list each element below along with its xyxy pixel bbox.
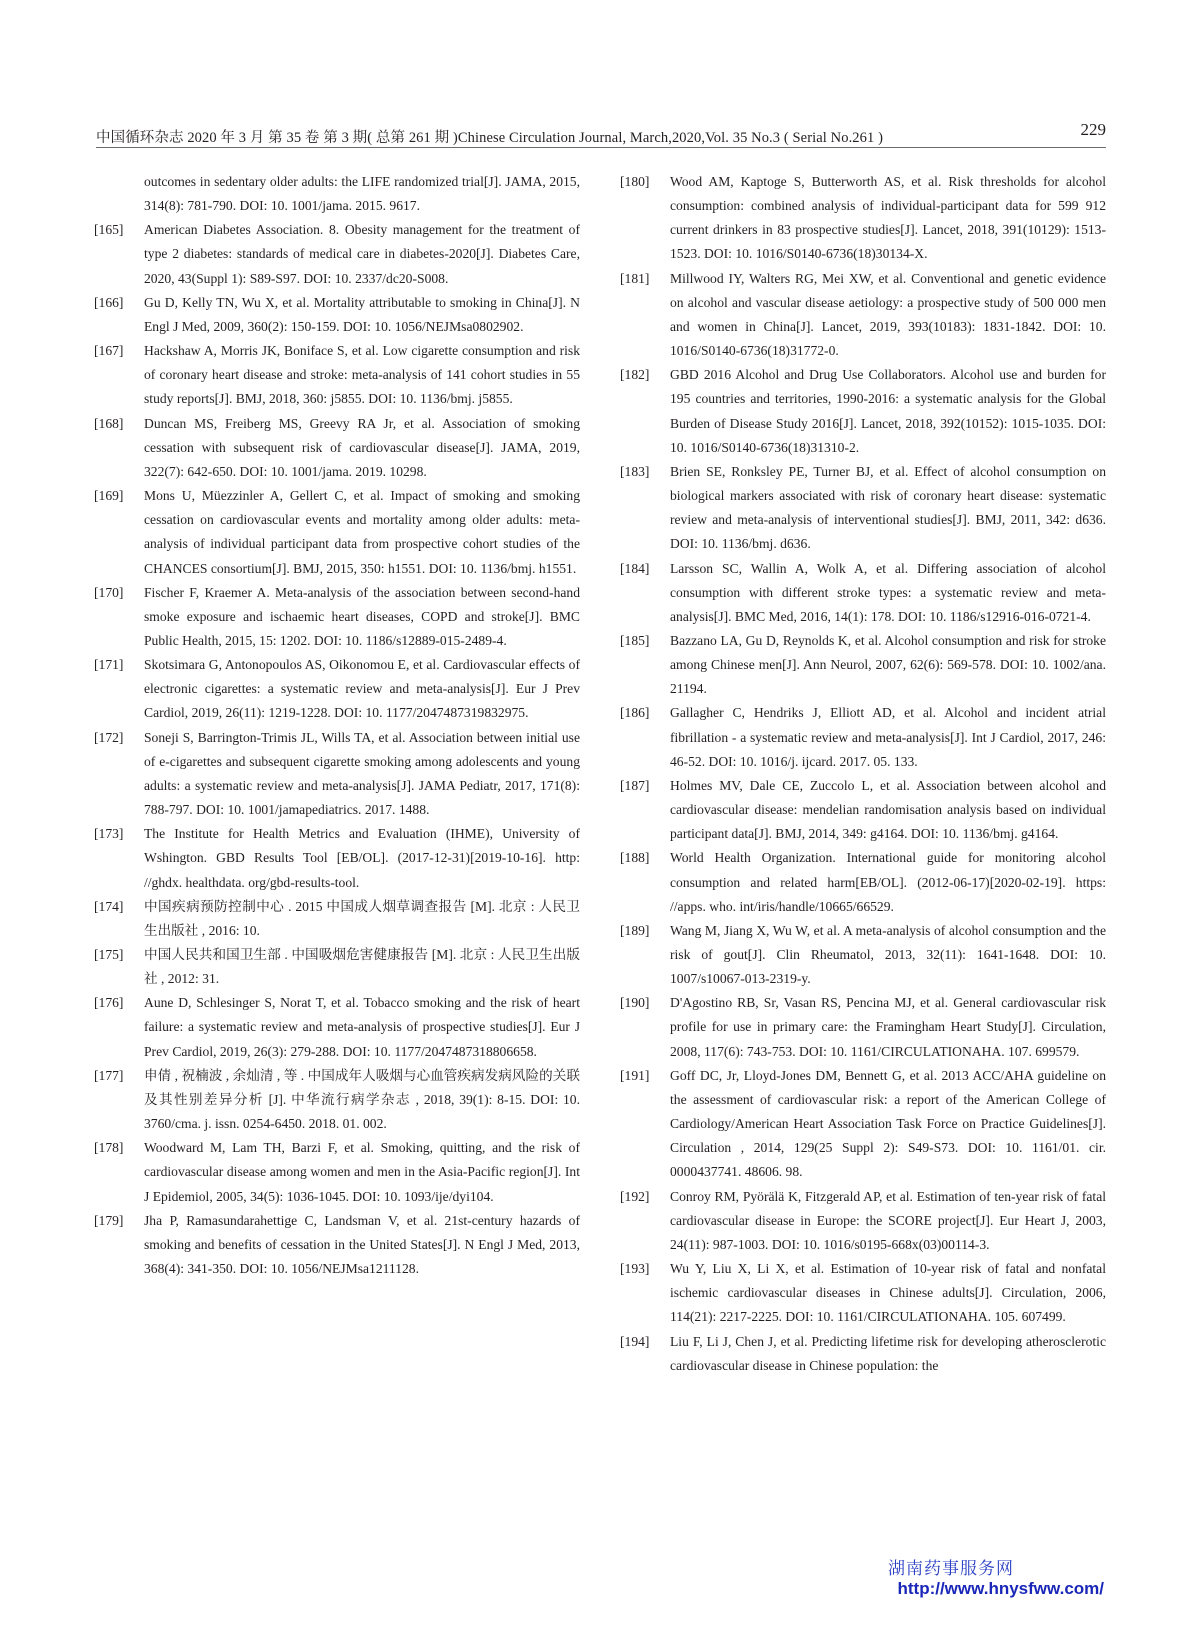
reference-item bbox=[94, 1136, 580, 1208]
running-header bbox=[96, 120, 1106, 146]
reference-item bbox=[94, 484, 580, 581]
reference-number: [179] bbox=[94, 1212, 124, 1228]
reference-number: [180] bbox=[620, 174, 650, 189]
reference-text: outcomes in sedentary older adults: the LIFE randomized trial[J]. JAMA, 2015, 314(8): 781-790. DOI: 10. 1001/jama. 2015. 9617. bbox=[144, 174, 580, 214]
reference-item bbox=[620, 701, 1106, 773]
reference-text: Soneji S, Barrington-Trimis JL, Wills TA, et al. Association between initial use of e-cigarettes and subsequent cigarette smoking among adolescents and young adults: a systematic review and meta-analysis[J]. JAMA Pediatr, 2017, 171(8): 788-797. DOI: 10. 1001/jamapediatrics. 2017. 1488. bbox=[144, 729, 580, 818]
journal-running-title: 中国循环杂志 2020 年 3 月 第 35 卷 第 3 期( 总第 261 期 )Chinese Circulation Journal, March,2020,Vol. 35 No.3 ( Serial No.261 ) bbox=[96, 130, 884, 146]
reference-text: Wu Y, Liu X, Li X, et al. Estimation of 10-year risk of fatal and nonfatal ischemic cardiovascular diseases in Chinese adults[J]. Circulation, 2006, 114(21): 2217-2225. DOI: 10. 1161/CIRCULATIONAHA. 105. 607499. bbox=[670, 1261, 1106, 1325]
reference-number: [194] bbox=[620, 1333, 650, 1349]
reference-text: World Health Organization. International guide for monitoring alcohol consumption and related harm[EB/OL]. (2012-06-17)[2020-02-19]. https: //apps. who. int/iris/handle/10665/66529. bbox=[670, 850, 1106, 914]
reference-number: [177] bbox=[94, 1067, 124, 1083]
reference-number: [187] bbox=[620, 777, 650, 793]
reference-number: [174] bbox=[94, 898, 124, 914]
reference-text: Duncan MS, Freiberg MS, Greevy RA Jr, et al. Association of smoking cessation with subsequent risk of cardiovascular disease[J]. JAMA, 2019, 322(7): 642-650. DOI: 10. 1001/jama. 2019. 10298. bbox=[144, 415, 580, 479]
reference-text: Gu D, Kelly TN, Wu X, et al. Mortality attributable to smoking in China[J]. N Engl J Med, 2009, 360(2): 150-159. DOI: 10. 1056/NEJMsa0802902. bbox=[144, 294, 580, 334]
reference-item bbox=[94, 291, 580, 339]
reference-item bbox=[94, 581, 580, 653]
reference-text: The Institute for Health Metrics and Evaluation (IHME), University of Wshington. GBD Results Tool [EB/OL]. (2017-12-31)[2019-10-16]. http: //ghdx. healthdata. org/gbd-results-tool. bbox=[144, 826, 580, 890]
reference-text: Woodward M, Lam TH, Barzi F, et al. Smoking, quitting, and the risk of cardiovascular disease among women and men in the Asia-Pacific region[J]. Int J Epidemiol, 2005, 34(5): 1036-1045. DOI: 10. 1093/ije/dyi104. bbox=[144, 1140, 580, 1204]
reference-number: [169] bbox=[94, 488, 124, 504]
reference-item bbox=[620, 460, 1106, 557]
reference-item bbox=[620, 1185, 1106, 1257]
reference-text: Aune D, Schlesinger S, Norat T, et al. Tobacco smoking and the risk of heart failure: a systematic review and meta-analysis of prospective studies[J]. Eur J Prev Cardiol, 2019, 26(3): 279-288. DOI: 10. 1177/2047487318806658. bbox=[144, 995, 580, 1059]
reference-number: [166] bbox=[94, 294, 124, 310]
reference-text: Jha P, Ramasundarahettige C, Landsman V, et al. 21st-century hazards of smoking and benefits of cessation in the United States[J]. N Engl J Med, 2013, 368(4): 341-350. DOI: 10. 1056/NEJMsa1211128. bbox=[144, 1212, 580, 1277]
watermark-url[interactable]: http://www.hnysfww.com/ bbox=[897, 1579, 1104, 1598]
reference-item bbox=[94, 943, 580, 991]
reference-text: Mons U, Müezzinler A, Gellert C, et al. Impact of smoking and smoking cessation on cardiovascular events and mortality among older adults: meta-analysis of individual participant data from prospective cohort studies of the CHANCES consortium[J]. BMJ, 2015, 350: h1551. DOI: 10. 1136/bmj. h1551. bbox=[144, 488, 580, 576]
reference-item bbox=[620, 557, 1106, 629]
reference-item bbox=[94, 991, 580, 1063]
reference-text: Hackshaw A, Morris JK, Boniface S, et al. Low cigarette consumption and risk of coronary heart disease and stroke: meta-analysis of 141 cohort studies in 55 study reports[J]. BMJ, 2018, 360: j5855. DOI: 10. 1136/bmj. j5855. bbox=[144, 343, 580, 407]
reference-text: Bazzano LA, Gu D, Reynolds K, et al. Alcohol consumption and risk for stroke among Chinese men[J]. Ann Neurol, 2007, 62(6): 569-578. DOI: 10. 1002/ana. 21194. bbox=[670, 632, 1106, 697]
reference-item bbox=[94, 170, 580, 218]
reference-item bbox=[620, 1257, 1106, 1329]
reference-item bbox=[94, 726, 580, 823]
reference-item bbox=[620, 1330, 1106, 1378]
reference-text: Larsson SC, Wallin A, Wolk A, et al. Differing association of alcohol consumption with different stroke types: a systematic review and meta-analysis[J]. BMC Med, 2016, 14(1): 178. DOI: 10. 1186/s12916-016-0721-4. bbox=[670, 560, 1106, 624]
reference-text: American Diabetes Association. 8. Obesity management for the treatment of type 2 diabetes: standards of medical care in diabetes-2020[J]. Diabetes Care, 2020, 43(Suppl 1): S89-S97. DOI: 10. 2337/dc20-S008. bbox=[144, 222, 580, 286]
reference-item bbox=[94, 1064, 580, 1136]
reference-item bbox=[94, 653, 580, 725]
reference-item bbox=[94, 1209, 580, 1281]
reference-text: 中国疾病预防控制中心 . 2015 中国成人烟草调查报告 [M]. 北京 : 人民卫生出版社 , 2016: 10. bbox=[144, 898, 580, 938]
reference-number: [165] bbox=[94, 222, 124, 238]
reference-item bbox=[620, 774, 1106, 846]
reference-text: GBD 2016 Alcohol and Drug Use Collaborators. Alcohol use and burden for 195 countries and territories, 1990-2016: a systematic analysis for the Global Burden of Disease Study 2016[J]. Lancet, 2018, 392(10152): 1015-1035. DOI: 10. 1016/S0140-6736(18)31310-2. bbox=[670, 367, 1106, 455]
reference-text: Gallagher C, Hendriks J, Elliott AD, et al. Alcohol and incident atrial fibrillation - a systematic review and meta-analysis[J]. Int J Cardiol, 2017, 246: 46-52. DOI: 10. 1016/j. ijcard. 2017. 05. 133. bbox=[670, 705, 1106, 769]
reference-number: [171] bbox=[94, 657, 124, 673]
reference-number: [172] bbox=[94, 729, 124, 745]
reference-text: 申倩 , 祝楠波 , 余灿清 , 等 . 中国成年人吸烟与心血管疾病发病风险的关联及其性别差异分析 [J]. 中华流行病学杂志 , 2018, 39(1): 8-15. DOI: 10. 3760/cma. j. issn. 0254-6450. 2018. 01. 002. bbox=[144, 1067, 580, 1132]
reference-text: Liu F, Li J, Chen J, et al. Predicting lifetime risk for developing atherosclerotic cardiovascular disease in Chinese population: the bbox=[670, 1333, 1106, 1373]
page-number: 229 bbox=[1080, 120, 1106, 139]
watermark bbox=[888, 1559, 1104, 1599]
reference-number: [182] bbox=[620, 367, 650, 383]
reference-item bbox=[620, 1064, 1106, 1185]
reference-number: [178] bbox=[94, 1140, 124, 1156]
reference-item bbox=[620, 919, 1106, 991]
reference-item bbox=[620, 267, 1106, 364]
reference-item bbox=[620, 846, 1106, 918]
reference-number: [175] bbox=[94, 947, 124, 962]
reference-number: [176] bbox=[94, 995, 124, 1011]
reference-item bbox=[620, 991, 1106, 1063]
reference-number: [167] bbox=[94, 343, 124, 359]
header-rule bbox=[96, 147, 1106, 148]
reference-number: [173] bbox=[94, 826, 124, 842]
reference-item bbox=[94, 218, 580, 290]
reference-item bbox=[94, 412, 580, 484]
reference-number: [183] bbox=[620, 463, 650, 479]
reference-number: [188] bbox=[620, 850, 650, 866]
reference-item bbox=[94, 895, 580, 943]
reference-number: [189] bbox=[620, 922, 650, 938]
reference-text: Millwood IY, Walters RG, Mei XW, et al. Conventional and genetic evidence on alcohol and vascular disease aetiology: a prospective study of 500 000 men and women in China[J]. Lancet, 2019, 393(10183): 1831-1842. DOI: 10. 1016/S0140-6736(18)31772-0. bbox=[670, 270, 1106, 359]
watermark-site-name: 湖南药事服务网 bbox=[888, 1559, 1014, 1579]
reference-item bbox=[94, 339, 580, 411]
reference-number: [168] bbox=[94, 415, 124, 431]
reference-column-left bbox=[94, 170, 580, 1281]
reference-text: D'Agostino RB, Sr, Vasan RS, Pencina MJ, et al. General cardiovascular risk profile for use in primary care: the Framingham Heart Study[J]. Circulation, 2008, 117(6): 743-753. DOI: 10. 1161/CIRCULATIONAHA. 107. 699579. bbox=[670, 995, 1106, 1059]
reference-text: Fischer F, Kraemer A. Meta-analysis of the association between second-hand smoke exposure and ischaemic heart diseases, COPD and stroke[J]. BMC Public Health, 2015, 15: 1202. DOI: 10. 1186/s12889-015-2489-4. bbox=[144, 584, 580, 648]
reference-text: Wood AM, Kaptoge S, Butterworth AS, et al. Risk thresholds for alcohol consumption: combined analysis of individual-participant data for 599 912 current drinkers in 83 prospective studies[J]. Lancet, 2018, 391(10129): 1513-1523. DOI: 10. 1016/S0140-6736(18)30134-X. bbox=[670, 174, 1106, 262]
reference-text: Brien SE, Ronksley PE, Turner BJ, et al. Effect of alcohol consumption on biological markers associated with risk of coronary heart disease: systematic review and meta-analysis of interventional studies[J]. BMJ, 2011, 342: d636. DOI: 10. 1136/bmj. d636. bbox=[670, 463, 1106, 552]
reference-item bbox=[94, 822, 580, 894]
reference-text: Goff DC, Jr, Lloyd-Jones DM, Bennett G, et al. 2013 ACC/AHA guideline on the assessment of cardiovascular risk: a report of the American College of Cardiology/American Heart Association Task Force on Practice Guidelines[J]. Circulation , 2014, 129(25 Suppl 2): S49-S73. DOI: 10. 1161/01. cir. 0000437741. 48606. 98. bbox=[670, 1067, 1106, 1180]
reference-number: [186] bbox=[620, 705, 650, 721]
reference-number: [181] bbox=[620, 270, 650, 286]
reference-column-right bbox=[620, 170, 1106, 1378]
reference-item bbox=[620, 629, 1106, 701]
reference-number: [190] bbox=[620, 995, 650, 1011]
reference-text: 中国人民共和国卫生部 . 中国吸烟危害健康报告 [M]. 北京 : 人民卫生出版社 , 2012: 31. bbox=[144, 947, 580, 987]
reference-number: [192] bbox=[620, 1188, 650, 1204]
reference-number: [191] bbox=[620, 1067, 650, 1083]
reference-text: Wang M, Jiang X, Wu W, et al. A meta-analysis of alcohol consumption and the risk of gout[J]. Clin Rheumatol, 2013, 32(11): 1641-1648. DOI: 10. 1007/s10067-013-2319-y. bbox=[670, 922, 1106, 987]
reference-number: [193] bbox=[620, 1261, 650, 1277]
reference-number: [170] bbox=[94, 584, 124, 600]
reference-number: [185] bbox=[620, 632, 650, 648]
reference-item bbox=[620, 363, 1106, 460]
reference-item bbox=[620, 170, 1106, 267]
reference-text: Skotsimara G, Antonopoulos AS, Oikonomou E, et al. Cardiovascular effects of electronic cigarettes: a systematic review and meta-analysis[J]. Eur J Prev Cardiol, 2019, 26(11): 1219-1228. DOI: 10. 1177/2047487319832975. bbox=[144, 657, 580, 721]
reference-text: Holmes MV, Dale CE, Zuccolo L, et al. Association between alcohol and cardiovascular disease: mendelian randomisation analysis based on individual participant data[J]. BMJ, 2014, 349: g4164. DOI: 10. 1136/bmj. g4164. bbox=[670, 777, 1106, 842]
reference-number: [184] bbox=[620, 560, 650, 576]
reference-text: Conroy RM, Pyörälä K, Fitzgerald AP, et al. Estimation of ten-year risk of fatal cardiovascular disease in Europe: the SCORE project[J]. Eur Heart J, 2003, 24(11): 987-1003. DOI: 10. 1016/s0195-668x(03)00114-3. bbox=[670, 1188, 1106, 1252]
